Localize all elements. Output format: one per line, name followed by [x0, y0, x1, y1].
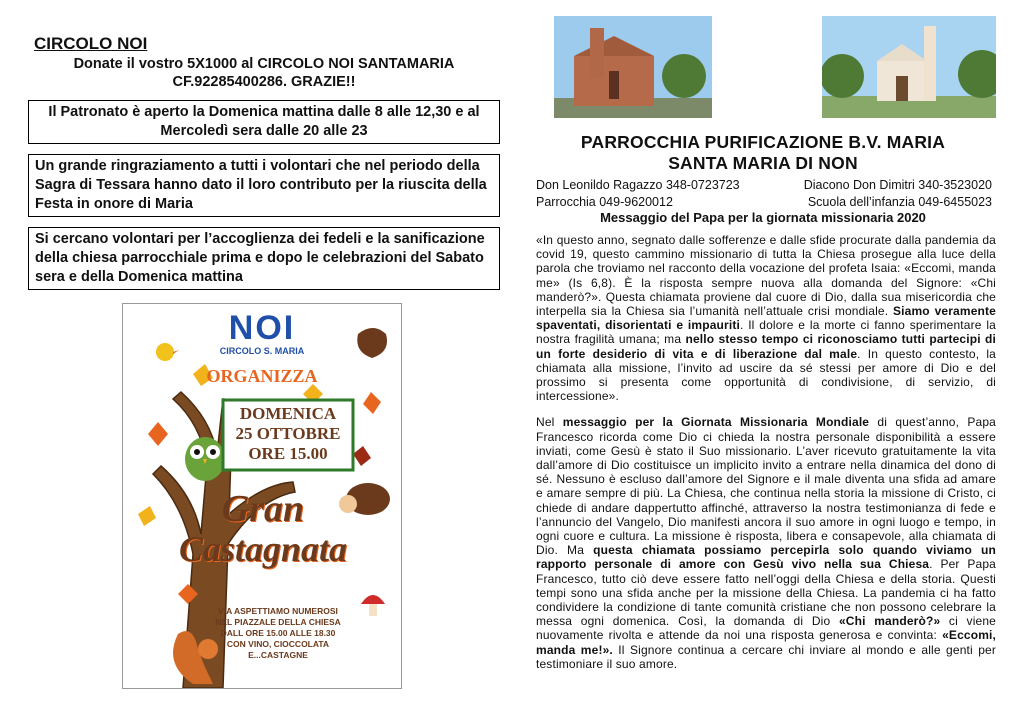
donate-notice — [28, 55, 500, 91]
event-date-time: ORE 15.00 — [248, 444, 328, 463]
message-paragraph-2: Nel messaggio per la Giornata Missionaria Mondiale di quest’anno, Papa Francesco ricorda come Dio ci chieda la nostra personale disponibilità a essere inviati, come Gesù è stato il Suo missionario. L’aver ricevuto gratuitamente la vita dall’amore di Dio costituisce un implicito invito a entrare nella dinamica del dono di sé. Nessuno è escluso dall’amore del Signore e il male diventa una sfida ad amare e amare sempre di più. La Chiesa, che continua nella storia la missione di Cristo, ci chiede di andare dappertutto affinché, attraverso la nostra testimonianza di fede e l’annuncio del Vangelo, Dio manifesti ancora il suo amore in ogni luogo e tempo, in ogni cuore e cultura. La missione è risposta, libera e consapevole, alla chiamata di Dio. Ma questa chiamata possiamo percepirla solo quando viviamo un rapporto personale di amore con Gesù vivo nella sua Chiesa. Per Papa Francesco, tutto ciò deve essere fatto nell’oggi della Chiesa e della storia. Questi tempi sono una sfida anche per la missione della Chiesa. La pandemia ci ha fatto condividere la condizione di tante comunità cristiane che non possono celebrare la messa ogni domenica. Così, la domanda di Dio «Chi manderò?» ci viene nuovamente rivolta e attende da noi una risposta generosa e convinta: «Eccomi, manda me!». Il Signore continua a cercare chi inviare al mondo e alle genti per testimoniare il suo amore. — [536, 415, 997, 671]
event-date-date: 25 OTTOBRE — [235, 424, 341, 443]
contact-parrocchia: Parrocchia 049-9620012 — [536, 195, 673, 209]
parish-title — [530, 132, 996, 174]
parish-title-line2: SANTA MARIA DI NON — [668, 153, 858, 173]
poster-footer-line2: NEL PIAZZALE DELLA CHIESA — [215, 617, 341, 627]
message-title: Messaggio del Papa per la giornata missionaria 2020 — [600, 210, 926, 225]
mushroom-illustration — [361, 595, 385, 616]
event-date — [223, 404, 353, 464]
poster-footer-line3: DALL ORE 15.00 ALLE 18.30 — [220, 628, 336, 638]
church-photo-right — [822, 16, 996, 118]
volontari-box: Si cercano volontari per l’accoglienza dei fedeli e la sanificazione della chiesa parrocchiale prima e dopo le celebrazioni del Sabato sera e della Domenica mattina — [28, 227, 500, 290]
contact-diacono: Diacono Don Dimitri 340-3523020 — [803, 178, 992, 192]
poster-footer-line4: CON VINO, CIOCCOLATA — [226, 639, 330, 649]
left-column — [28, 34, 500, 290]
parish-contacts — [530, 177, 996, 211]
event-date-day: DOMENICA — [239, 404, 337, 423]
circolo-noi-title: CIRCOLO NOI — [34, 34, 148, 53]
donate-line-2: CF.92285400286. GRAZIE!! — [172, 74, 356, 90]
ringraziamento-box: Un grande ringraziamento a tutti i volontari che nel periodo della Sagra di Tessara hanno dato il loro contributo per la riuscita della Festa in onore di Maria — [28, 154, 500, 217]
message-paragraph-1: «In questo anno, segnato dalle sofferenze e dalle sfide procurate dalla pandemia da covid 19, questo cammino missionario di tutta la Chiesa prosegue alla luce della parola che troviamo nel racconto della vocazione del profeta Isaia: «Eccomi, manda me» (Is 6,8). È la risposta sempre nuova alla domanda del Signore: «Chi manderò?». Questa chiamata proviene dal cuore di Dio, dalla sua misericordia che interpella sia la Chiesa sia l’umanità nell’attuale crisi mondiale. Siamo veramente spaventati, disorientati e impauriti. Il dolore e la morte ci fanno sperimentare la nostra fragilità umana; ma nello stesso tempo ci riconosciamo tutti partecipi di un forte desiderio di vita e di liberazione dal male. In questo contesto, la chiamata alla missione, l’invito ad uscire da sé stessi per amore di Dio e del prossimo si presenta come opportunità di condivisione, di servizio, di intercessione». — [536, 233, 996, 404]
event-title-line2: Castagnata — [178, 529, 348, 569]
poster-footer-line5: E...CASTAGNE — [248, 650, 308, 660]
noi-logo-subtitle: CIRCOLO S. MARIA — [219, 346, 305, 356]
contact-scuola: Scuola dell’infanzia 049-6455023 — [807, 195, 992, 209]
church-photo-left — [554, 16, 712, 118]
contact-don: Don Leonildo Ragazzo 348-0723723 — [536, 178, 740, 192]
church-photos — [530, 16, 996, 118]
event-title-line1: Gran — [221, 488, 305, 530]
poster-footer-line1: VIA ASPETTIAMO NUMEROSI — [218, 606, 338, 616]
parish-title-line1: PARROCCHIA PURIFICAZIONE B.V. MARIA — [580, 132, 946, 152]
right-column — [530, 16, 996, 671]
owl-illustration — [185, 437, 225, 481]
castagnata-poster — [122, 303, 402, 689]
patronato-box: Il Patronato è aperto la Domenica mattina dalle 8 alle 12,30 e al Mercoledì sera dalle 20 alle 23 — [28, 100, 500, 144]
poster-footer — [193, 606, 363, 661]
noi-logo-text: NOI — [228, 309, 296, 347]
organizza-text: ORGANIZZA — [206, 366, 318, 386]
donate-line-1: Donate il vostro 5X1000 al CIRCOLO NOI SANTAMARIA — [73, 56, 455, 72]
event-title — [163, 489, 363, 569]
noi-logo — [123, 310, 401, 356]
